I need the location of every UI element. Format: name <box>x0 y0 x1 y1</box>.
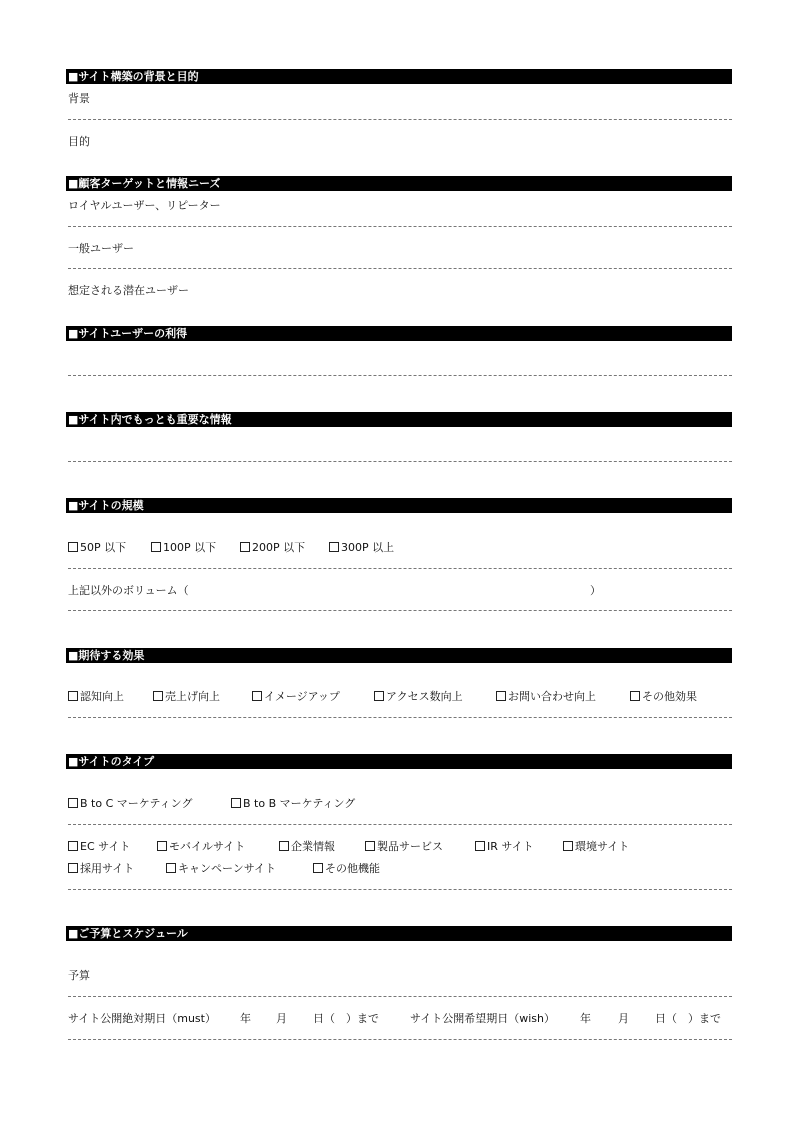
checkbox-50p[interactable]: 50P 以下 <box>68 541 126 555</box>
checkbox-corporate-info[interactable]: 企業情報 <box>279 840 335 854</box>
label-general-users: 一般ユーザー <box>68 242 134 255</box>
checkbox-200p[interactable]: 200P 以下 <box>240 541 305 555</box>
section-header-target: ■顧客ターゲットと情報ニーズ <box>66 176 732 191</box>
checkbox-icon <box>313 863 323 873</box>
section-header-effect: ■期待する効果 <box>66 648 732 663</box>
checkbox-icon <box>475 841 485 851</box>
checkbox-icon <box>166 863 176 873</box>
checkbox-other-effect[interactable]: その他効果 <box>630 690 697 704</box>
label-wish-date: サイト公開希望期日（wish） <box>410 1012 555 1025</box>
checkbox-ec-site[interactable]: EC サイト <box>68 840 130 854</box>
checkbox-sales[interactable]: 売上げ向上 <box>153 690 220 704</box>
checkbox-image[interactable]: イメージアップ <box>252 690 340 704</box>
checkbox-icon <box>68 691 78 701</box>
section-header-benefit: ■サイトユーザーの利得 <box>66 326 732 341</box>
checkbox-icon <box>68 798 78 808</box>
divider <box>68 568 732 569</box>
label-budget: 予算 <box>68 969 90 982</box>
checkbox-300p[interactable]: 300P 以上 <box>329 541 394 555</box>
checkbox-products[interactable]: 製品サービス <box>365 840 443 854</box>
checkbox-icon <box>496 691 506 701</box>
checkbox-awareness[interactable]: 認知向上 <box>68 690 124 704</box>
divider <box>68 1039 732 1040</box>
label-other-volume-close: ） <box>590 584 601 597</box>
checkbox-recruit-site[interactable]: 採用サイト <box>68 862 134 876</box>
checkbox-icon <box>279 841 289 851</box>
checkbox-icon <box>630 691 640 701</box>
checkbox-icon <box>365 841 375 851</box>
section-header-scale: ■サイトの規模 <box>66 498 732 513</box>
divider <box>68 461 732 462</box>
checkbox-btoc[interactable]: B to C マーケティング <box>68 797 192 811</box>
divider <box>68 375 732 376</box>
label-wish-month: 月 <box>618 1012 629 1025</box>
label-wish-year: 年 <box>580 1012 591 1025</box>
label-must-year: 年 <box>240 1012 251 1025</box>
checkbox-icon <box>68 841 78 851</box>
label-background: 背景 <box>68 92 90 105</box>
label-must-date: サイト公開絶対期日（must） <box>68 1012 216 1025</box>
checkbox-icon <box>68 542 78 552</box>
section-header-type: ■サイトのタイプ <box>66 754 732 769</box>
label-wish-day: 日（ ）まで <box>655 1012 721 1025</box>
divider <box>68 824 732 825</box>
label-must-day: 日（ ）まで <box>313 1012 379 1025</box>
section-header-background: ■サイト構築の背景と目的 <box>66 69 732 84</box>
label-purpose: 目的 <box>68 135 90 148</box>
checkbox-icon <box>231 798 241 808</box>
checkbox-other-feature[interactable]: その他機能 <box>313 862 380 876</box>
divider <box>68 996 732 997</box>
label-potential-users: 想定される潜在ユーザー <box>68 284 189 297</box>
checkbox-icon <box>240 542 250 552</box>
checkbox-icon <box>151 542 161 552</box>
checkbox-100p[interactable]: 100P 以下 <box>151 541 216 555</box>
label-loyal-users: ロイヤルユーザー、リピーター <box>68 199 221 212</box>
checkbox-ir-site[interactable]: IR サイト <box>475 840 534 854</box>
divider <box>68 119 732 120</box>
checkbox-icon <box>374 691 384 701</box>
divider <box>68 717 732 718</box>
label-other-volume: 上記以外のボリューム（ <box>68 584 189 597</box>
checkbox-icon <box>153 691 163 701</box>
checkbox-icon <box>252 691 262 701</box>
checkbox-mobile-site[interactable]: モバイルサイト <box>157 840 245 854</box>
divider <box>68 610 732 611</box>
label-must-month: 月 <box>276 1012 287 1025</box>
checkbox-btob[interactable]: B to B マーケティング <box>231 797 355 811</box>
checkbox-icon <box>157 841 167 851</box>
divider <box>68 889 732 890</box>
checkbox-campaign-site[interactable]: キャンペーンサイト <box>166 862 276 876</box>
checkbox-inquiry[interactable]: お問い合わせ向上 <box>496 690 596 704</box>
checkbox-icon <box>329 542 339 552</box>
section-header-important: ■サイト内でもっとも重要な情報 <box>66 412 732 427</box>
checkbox-icon <box>68 863 78 873</box>
checkbox-icon <box>563 841 573 851</box>
divider <box>68 226 732 227</box>
section-header-budget: ■ご予算とスケジュール <box>66 926 732 941</box>
checkbox-access[interactable]: アクセス数向上 <box>374 690 463 704</box>
divider <box>68 268 732 269</box>
checkbox-env-site[interactable]: 環境サイト <box>563 840 629 854</box>
